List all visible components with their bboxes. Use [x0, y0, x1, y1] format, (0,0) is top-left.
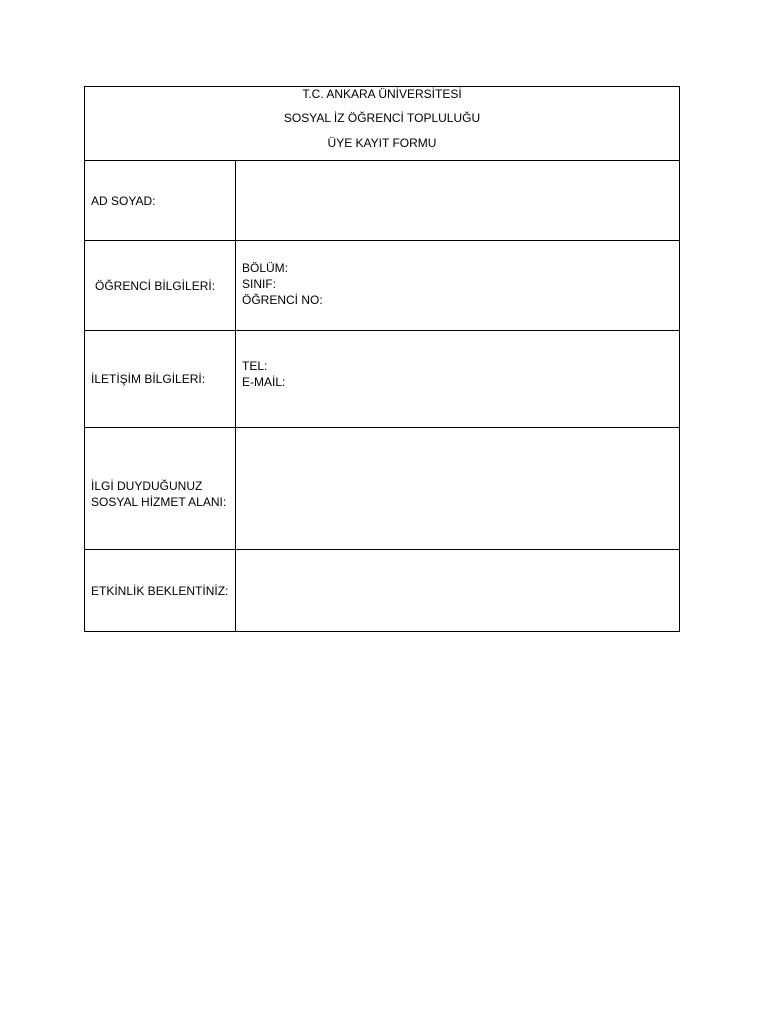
form-title: ÜYE KAYIT FORMU [327, 135, 437, 150]
event-expectation-row [85, 550, 680, 632]
email-field-label: E-MAİL: [242, 375, 286, 389]
class-field-label: SINIF: [242, 276, 277, 291]
event-expectation-label: ETKİNLİK BEKLENTİNİZ: [85, 550, 236, 632]
interest-area-label-line1: İLGİ DUYDUĞUNUZ [91, 478, 203, 493]
phone-field-label: TEL: [242, 359, 268, 373]
name-row [85, 161, 680, 241]
interest-area-row [85, 428, 680, 550]
student-info-label: ÖĞRENCİ BİLGİLERİ: [95, 278, 216, 293]
student-info-field[interactable] [236, 241, 680, 331]
name-label: AD SOYAD: [85, 161, 236, 241]
contact-info-label: İLETİŞİM BİLGİLERİ: [85, 331, 236, 428]
form-header-row [85, 87, 680, 161]
student-info-row [85, 241, 680, 331]
department-field-label: BÖLÜM: [242, 260, 289, 275]
interest-area-label-line2: SOSYAL HİZMET ALANI: [91, 494, 227, 509]
registration-form-table [84, 86, 680, 632]
form-header [85, 87, 680, 161]
university-name: T.C. ANKARA ÜNİVERSİTESİ [302, 86, 462, 101]
interest-area-field[interactable] [236, 428, 680, 550]
student-number-field-label: ÖĞRENCİ NO: [242, 292, 323, 307]
name-field[interactable] [236, 161, 680, 241]
event-expectation-field[interactable] [236, 550, 680, 632]
contact-info-row [85, 331, 680, 428]
community-name: SOSYAL İZ ÖĞRENCİ TOPLULUĞU [283, 111, 481, 126]
interest-area-label-cell [85, 428, 236, 550]
contact-info-field[interactable] [236, 331, 680, 428]
student-info-label-cell [85, 241, 236, 331]
